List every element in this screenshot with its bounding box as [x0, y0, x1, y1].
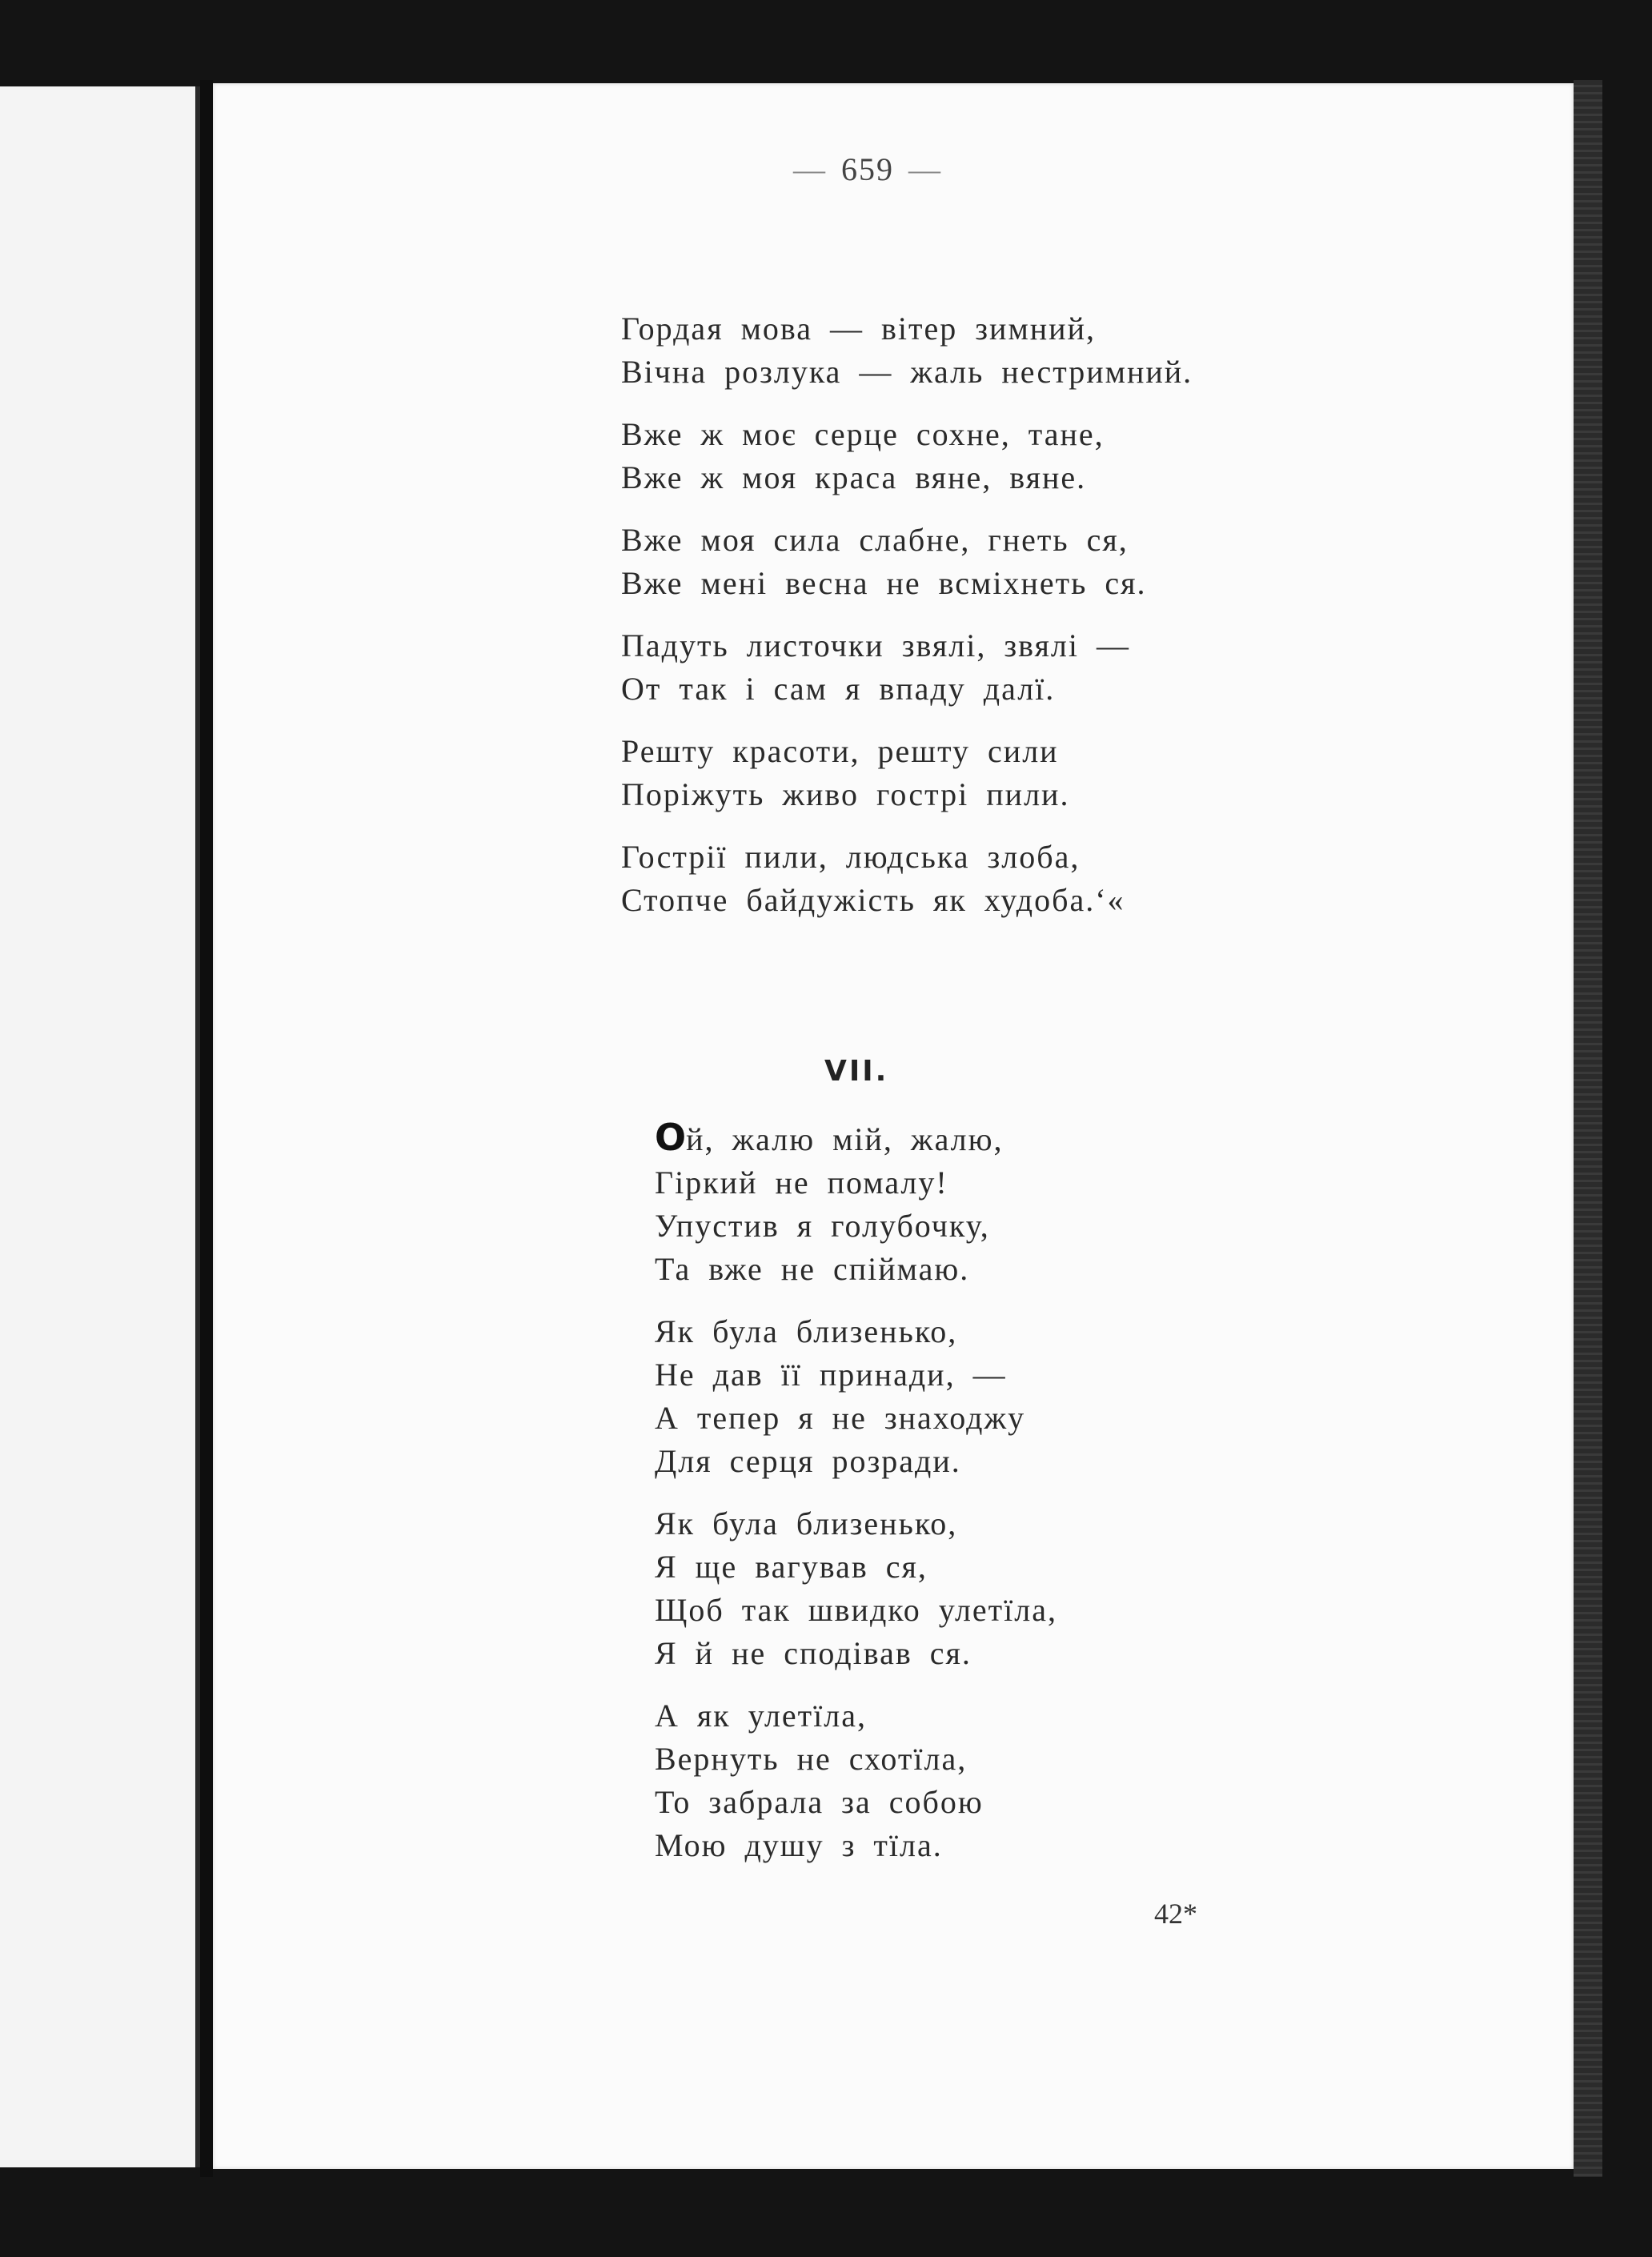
poem-line: Я ще вагував ся, [655, 1549, 928, 1585]
stanza [621, 307, 1193, 394]
poem-section-vii [655, 1116, 1057, 1886]
poem-line: Як була близенько, [655, 1313, 958, 1349]
poem-line: То забрала за собою [655, 1784, 984, 1820]
poem-line: Мою душу з тїла. [655, 1827, 943, 1863]
poem-line: Як була близенько, [655, 1505, 958, 1541]
stanza [655, 1694, 1057, 1867]
signature-mark: 42* [1154, 1898, 1197, 1930]
poem-line: Вічна розлука — жаль нестримний. [621, 354, 1193, 390]
poem-line: Вже ж моя краса вяне, вяне. [621, 459, 1087, 495]
header-dash-left: — [793, 151, 827, 187]
stanza [655, 1502, 1057, 1675]
stanza [621, 836, 1193, 922]
stanza [655, 1116, 1057, 1291]
poem-line: Упустив я голубочку, [655, 1208, 990, 1244]
poem-line: Вже моя сила слабне, гнеть ся, [621, 522, 1129, 558]
stanza [621, 730, 1193, 816]
poem-first-line [655, 1116, 1057, 1161]
stanza [621, 519, 1193, 605]
poem-line: Гордая мова — вітер зимний, [621, 311, 1096, 347]
poem-line: Поріжуть живо гострі пили. [621, 776, 1070, 812]
book-gutter [200, 80, 213, 2177]
page-number-header [187, 150, 1548, 188]
section-title: VII. [824, 1055, 889, 1088]
poem-line: Вже мені весна не всміхнеть ся. [621, 565, 1147, 601]
poem-continuation [621, 307, 1193, 941]
poem-line: Гіркий не помалу! [655, 1165, 948, 1201]
poem-line: А тепер я не знаходжу [655, 1400, 1026, 1436]
poem-line: Я й не сподівав ся. [655, 1635, 972, 1671]
header-dash-right: — [908, 151, 942, 187]
poem-line: Вже ж моє серце сохне, тане, [621, 416, 1105, 452]
poem-line: Гострії пили, людська злоба, [621, 839, 1081, 875]
stanza [621, 624, 1193, 711]
first-line-text: й, жалю мій, жалю, [686, 1121, 1004, 1157]
stanza [655, 1310, 1057, 1483]
poem-line: Та вже не спіймаю. [655, 1251, 970, 1287]
poem-line: От так і сам я впаду далї. [621, 671, 1056, 707]
previous-page-edge [0, 86, 200, 2167]
poem-line: Падуть листочки звялі, звялі — [621, 627, 1130, 663]
page-number: 659 [841, 151, 894, 187]
poem-line: Решту красоти, решту сили [621, 733, 1059, 769]
poem-line: Для серця розради. [655, 1443, 961, 1479]
drop-cap: О [655, 1116, 687, 1159]
poem-line: Щоб так швидко улетїла, [655, 1592, 1057, 1628]
stanza [621, 413, 1193, 499]
poem-line: А як улетїла, [655, 1698, 867, 1734]
poem-line: Не дав її принади, — [655, 1357, 1007, 1393]
page-stack-edge [1574, 80, 1602, 2177]
poem-line: Стопче байдужість як худоба.‘« [621, 882, 1125, 918]
poem-line: Вернуть не схотїла, [655, 1741, 968, 1777]
